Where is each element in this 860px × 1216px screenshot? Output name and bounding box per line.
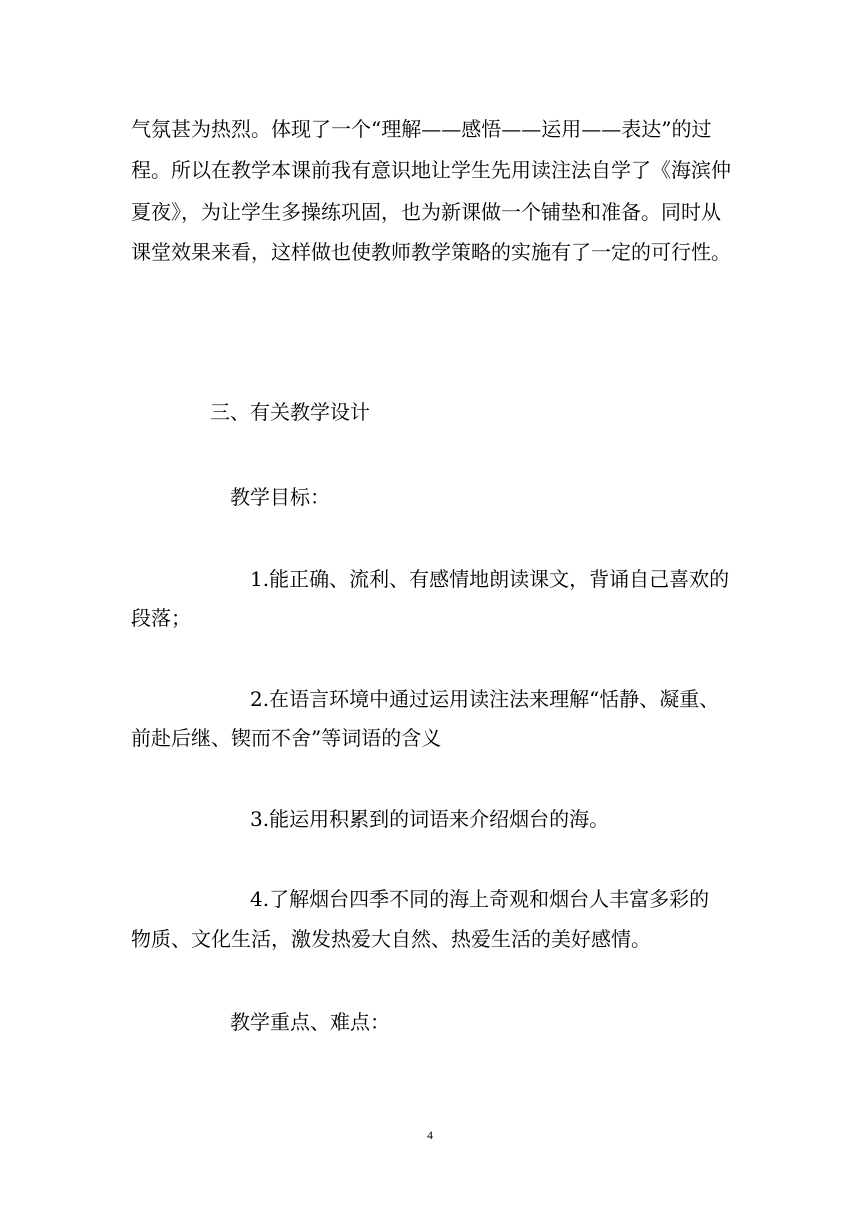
objective-item-1-line-2: 段落； [131,606,191,630]
objective-item-2-line-2: 前赴后继、锲而不舍”等词语的含义 [131,726,442,750]
objectives-heading: 教学目标： [230,485,330,509]
objective-item-4-line-2: 物质、文化生活，激发热爱大自然、热爱生活的美好感情。 [131,927,651,951]
paragraph-line: 夏夜》，为让学生多操练巩固，也为新课做一个铺垫和准备。同时从 [131,200,721,224]
page-number: 4 [427,1128,433,1142]
section-heading: 三、有关教学设计 [210,400,370,424]
objective-item-4-line-1: 4.了解烟台四季不同的海上奇观和烟台人丰富多彩的 [250,887,710,911]
objective-item-2-line-1: 2.在语言环境中通过运用读注法来理解“恬静、凝重、 [250,687,720,711]
paragraph-line: 气氛甚为热烈。体现了一个“理解——感悟——运用——表达”的过 [131,117,712,141]
paragraph-line: 程。所以在教学本课前我有意识地让学生先用读注法自学了《海滨仲 [131,158,731,182]
objective-item-1-line-1: 1.能正确、流利、有感情地朗读课文，背诵自己喜欢的 [250,567,730,591]
key-points-heading: 教学重点、难点： [230,1010,390,1034]
objective-item-3-line-1: 3.能运用积累到的词语来介绍烟台的海。 [250,807,610,831]
paragraph-line: 课堂效果来看，这样做也使教师教学策略的实施有了一定的可行性。 [131,240,731,264]
